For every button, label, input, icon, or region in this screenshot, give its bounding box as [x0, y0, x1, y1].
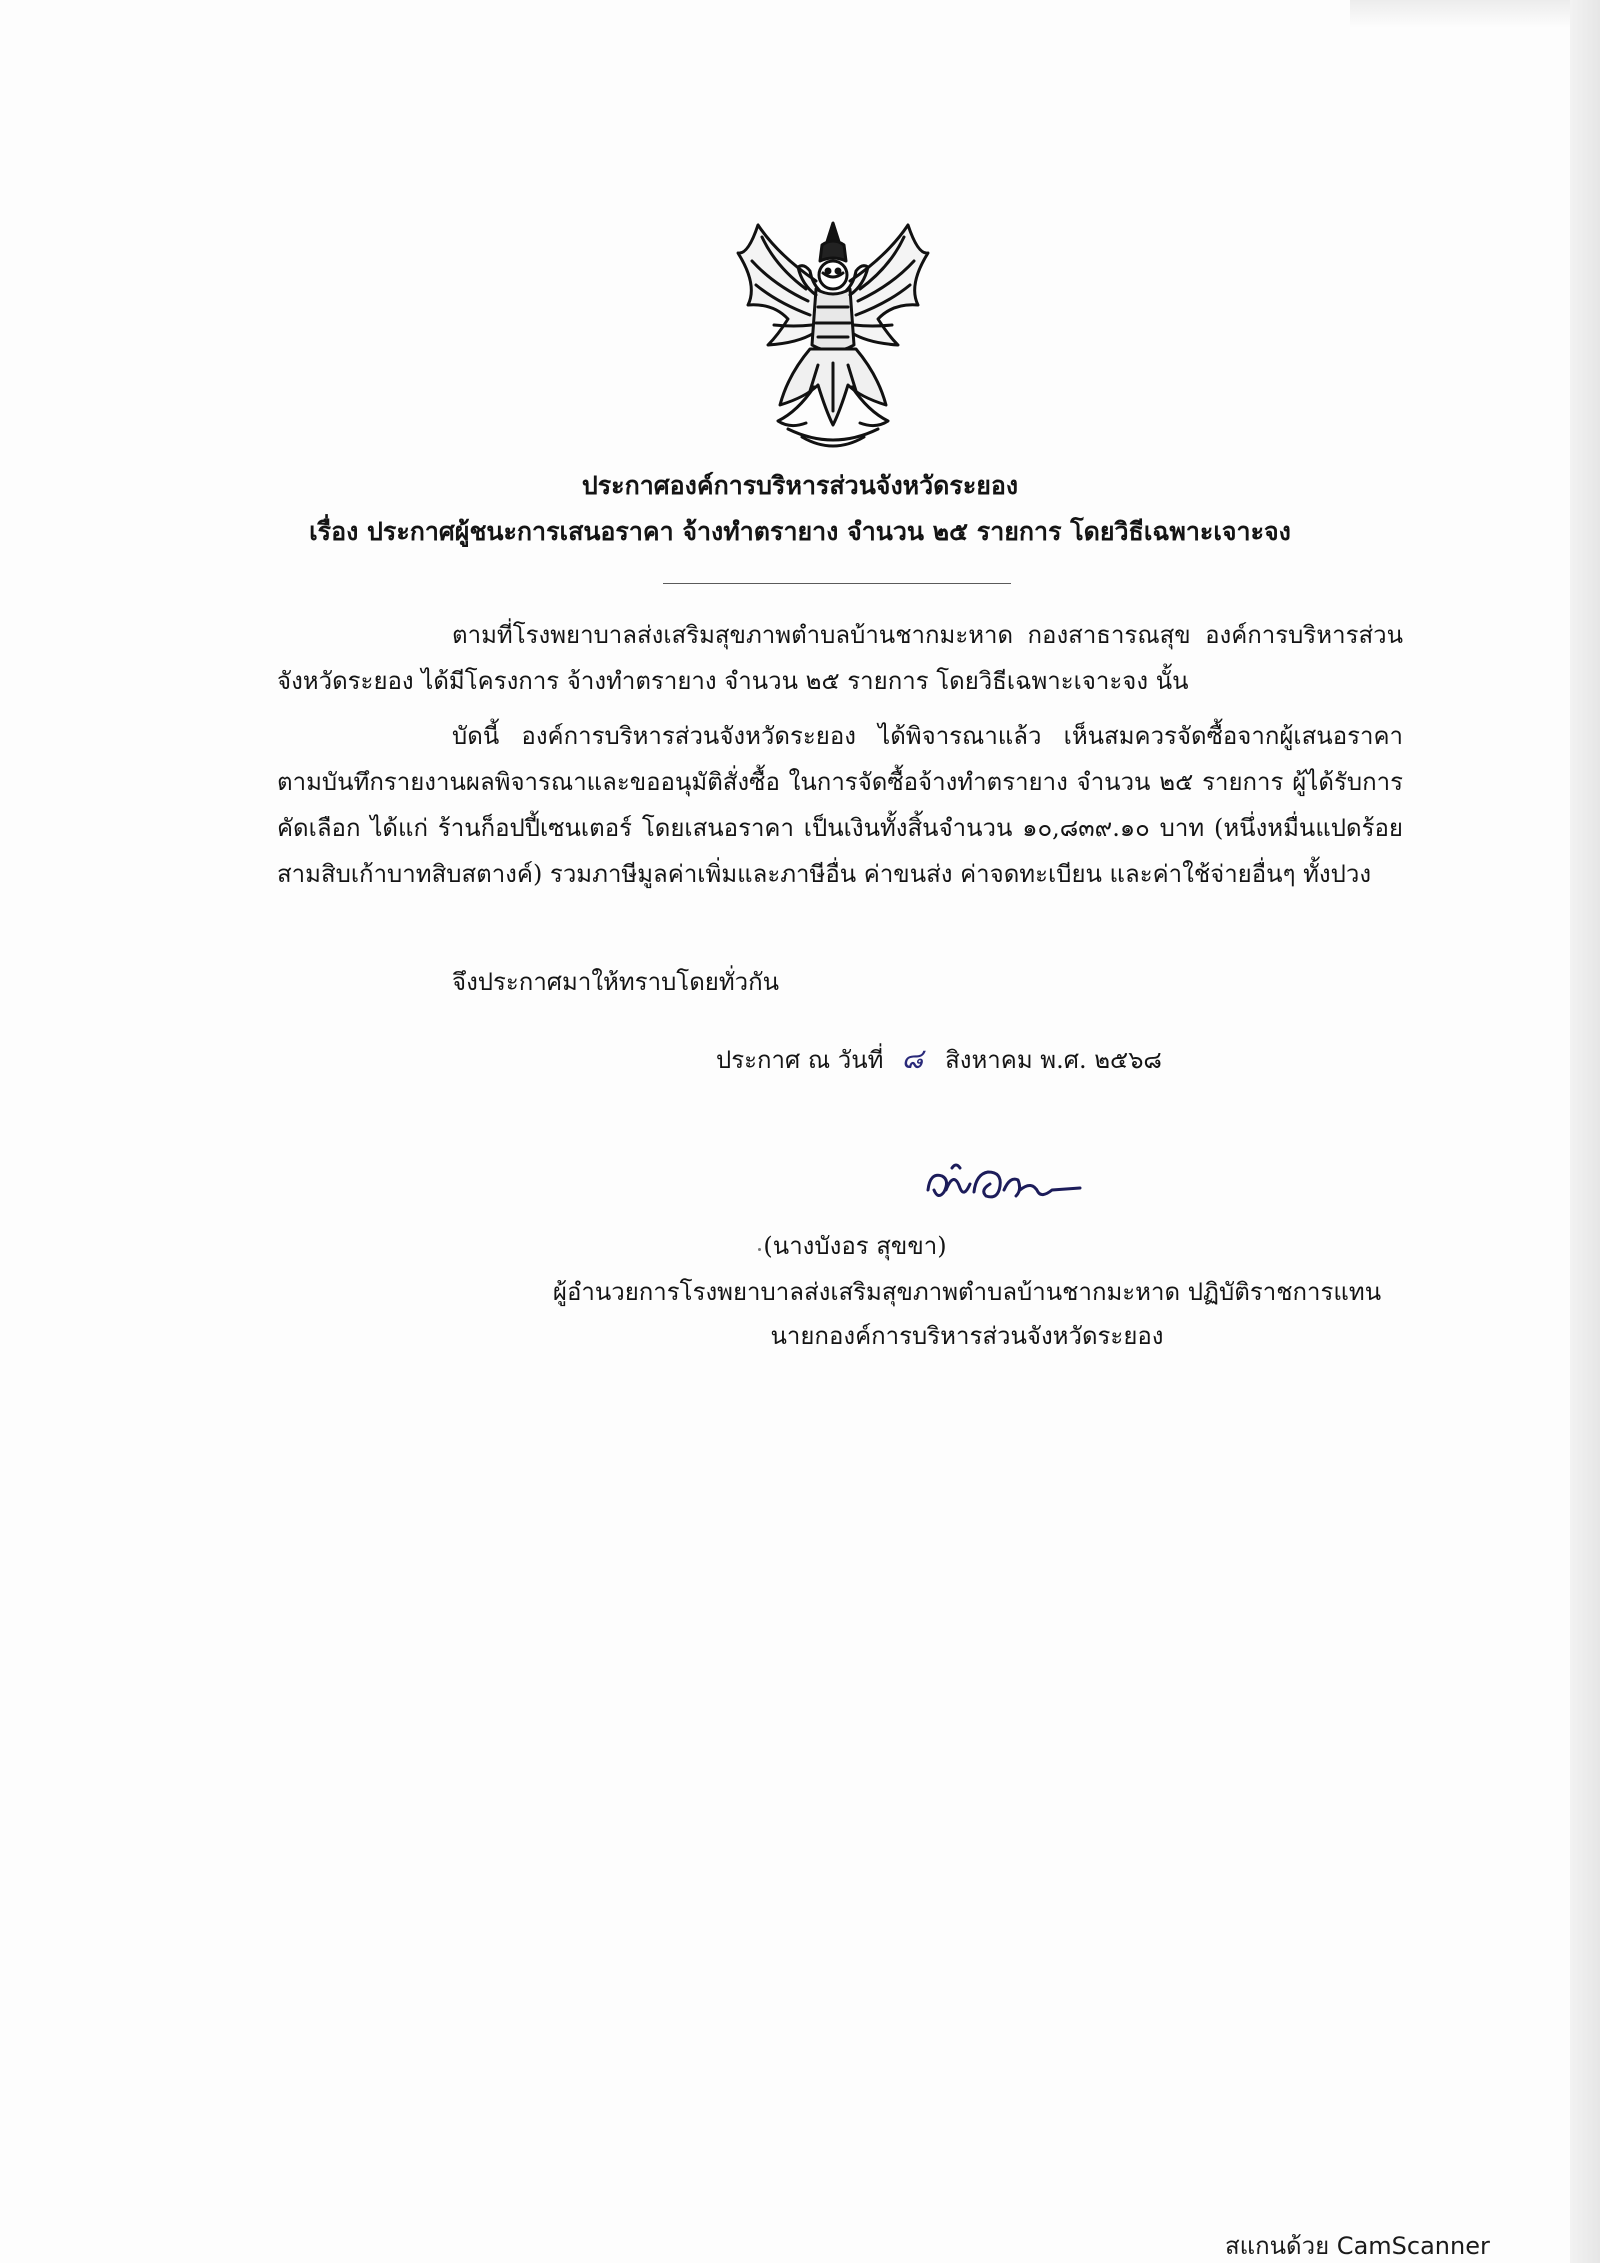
date-month-year: สิงหาคม พ.ศ. ๒๕๖๘: [945, 1046, 1162, 1074]
signatory-position-line-2: นายกองค์การบริหารส่วนจังหวัดระยอง: [770, 1322, 1164, 1350]
body-paragraph-1: ตามที่โรงพยาบาลส่งเสริมสุขภาพตำบลบ้านชากมะหาด กองสาธารณสุข องค์การบริหารส่วนจังหวัดระยอง ได้มีโครงการ จ้างทำตรายาง จำนวน ๒๕ รายการ โดยวิธีเฉพาะเจาะจง นั้น: [277, 621, 1403, 695]
body-paragraph-3: จึงประกาศมาให้ทราบโดยทั่วกัน: [452, 968, 780, 996]
announcement-subject: เรื่อง ประกาศผู้ชนะการเสนอราคา จ้างทำตรายาง จำนวน ๒๕ รายการ โดยวิธีเฉพาะเจาะจง: [309, 517, 1291, 546]
body-paragraph-2: บัดนี้ องค์การบริหารส่วนจังหวัดระยอง ได้พิจารณาแล้ว เห็นสมควรจัดซื้อจากผู้เสนอราคา ตามบันทึกรายงานผลพิจารณาและขออนุมัติสั่งซื้อ ในการจัดซื้อจ้างทำตรายาง จำนวน ๒๕ รายการ ผู้ได้รับการคัดเลือก ได้แก่ ร้านก็อปปี้เซนเตอร์ โดยเสนอราคา เป็นเงินทั้งสิ้นจำนวน ๑๐,๘๓๙.๑๐ บาท (หนึ่งหมื่นแปดร้อยสามสิบเก้าบาทสิบสตางค์) รวมภาษีมูลค่าเพิ่มและภาษีอื่น ค่าขนส่ง ค่าจดทะเบียน และค่าใช้จ่ายอื่นๆ ทั้งปวง: [277, 722, 1403, 888]
garuda-emblem-icon: [718, 215, 948, 455]
announcement-date: [716, 1036, 1162, 1083]
announcement-title: ประกาศองค์การบริหารส่วนจังหวัดระยอง: [581, 471, 1019, 500]
header-divider: [663, 583, 1011, 584]
signatory-name: (นางบังอร สุขขา): [763, 1232, 947, 1260]
camscanner-watermark: สแกนด้วย CamScanner: [1225, 2232, 1490, 2260]
scan-edge-shadow: [1570, 0, 1600, 2263]
handwritten-signature: [920, 1150, 1090, 1220]
date-day: ๘: [901, 1042, 924, 1075]
date-prefix: ประกาศ ณ วันที่: [716, 1046, 884, 1074]
signatory-position-line-1: ผู้อำนวยการโรงพยาบาลส่งเสริมสุขภาพตำบลบ้านชากมะหาด ปฏิบัติราชการแทน: [552, 1278, 1382, 1306]
scan-top-shadow: [1350, 0, 1570, 28]
